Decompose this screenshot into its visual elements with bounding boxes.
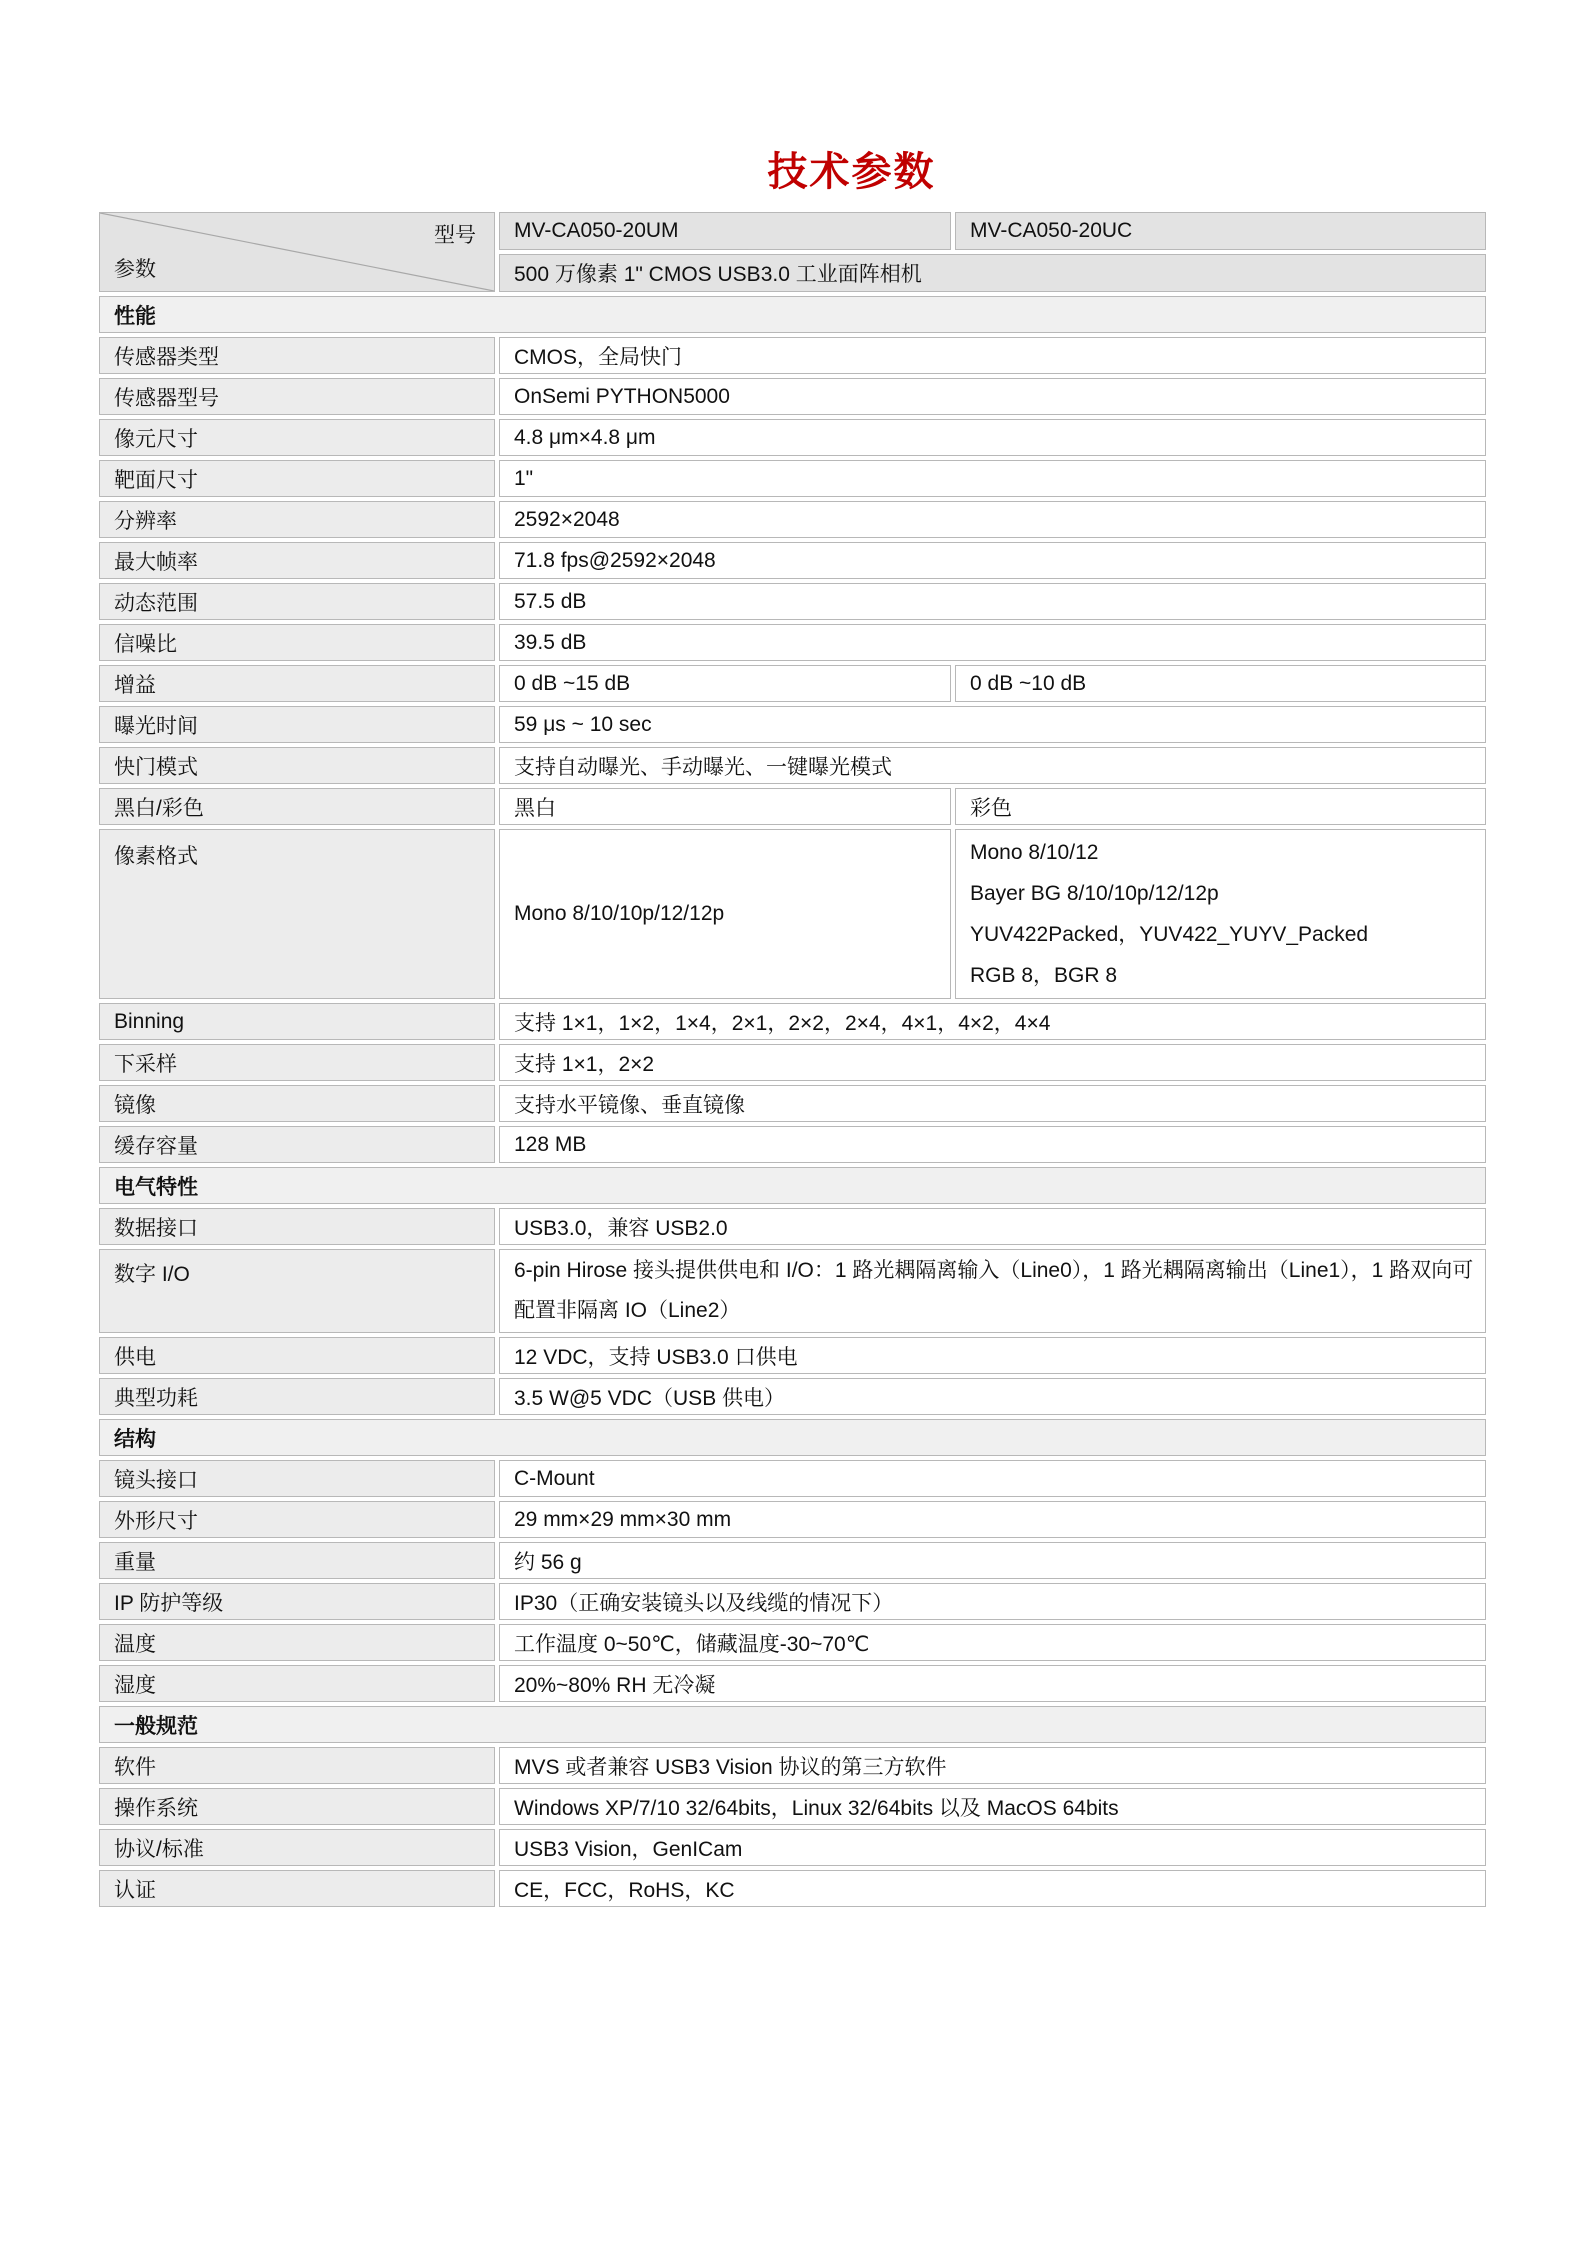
param-label-cell: 重量	[99, 1542, 495, 1579]
param-label-cell: 缓存容量	[99, 1126, 495, 1163]
param-label-cell: 温度	[99, 1624, 495, 1661]
param-value-color-cell	[955, 829, 1486, 999]
param-value-cell: 20%~80% RH 无冷凝	[499, 1665, 1486, 1702]
corner-cell	[99, 212, 495, 292]
param-label-cell: 湿度	[99, 1665, 495, 1702]
section-row	[99, 296, 1486, 333]
spec-row	[99, 1501, 1486, 1538]
spec-row	[99, 1208, 1486, 1245]
param-label-cell: 传感器型号	[99, 378, 495, 415]
param-value-cell: 12 VDC，支持 USB3.0 口供电	[499, 1337, 1486, 1374]
spec-table	[95, 208, 1490, 1911]
pixel-format-line: YUV422Packed，YUV422_YUYV_Packed	[970, 923, 1369, 946]
param-value-cell: USB3.0，兼容 USB2.0	[499, 1208, 1486, 1245]
param-value-color-cell: 彩色	[955, 788, 1486, 825]
spec-row	[99, 1624, 1486, 1661]
param-value-cell: 128 MB	[499, 1126, 1486, 1163]
param-value-mono-cell: Mono 8/10/10p/12/12p	[499, 829, 951, 999]
pixel-format-line: RGB 8，BGR 8	[970, 964, 1118, 987]
spec-row	[99, 1337, 1486, 1374]
param-label-cell: IP 防护等级	[99, 1583, 495, 1620]
param-value-cell: 1"	[499, 460, 1486, 497]
param-label-cell: 认证	[99, 1870, 495, 1907]
spec-row	[99, 706, 1486, 743]
spec-row	[99, 1085, 1486, 1122]
param-value-cell: 39.5 dB	[499, 624, 1486, 661]
param-value-cell: 支持 1×1，2×2	[499, 1044, 1486, 1081]
param-value-cell: Windows XP/7/10 32/64bits，Linux 32/64bits 以及 MacOS 64bits	[499, 1788, 1486, 1825]
spec-row	[99, 419, 1486, 456]
param-label-cell: 传感器类型	[99, 337, 495, 374]
param-value-cell: 支持水平镜像、垂直镜像	[499, 1085, 1486, 1122]
param-label-cell: Binning	[99, 1003, 495, 1040]
param-value-cell: CMOS，全局快门	[499, 337, 1486, 374]
param-label-cell: 最大帧率	[99, 542, 495, 579]
param-label-cell: 靶面尺寸	[99, 460, 495, 497]
param-label-cell: 数据接口	[99, 1208, 495, 1245]
param-value-cell: 2592×2048	[499, 501, 1486, 538]
spec-row	[99, 542, 1486, 579]
param-value-cell: CE，FCC，RoHS，KC	[499, 1870, 1486, 1907]
param-value-color-cell: 0 dB ~10 dB	[955, 665, 1486, 702]
param-value-cell: 29 mm×29 mm×30 mm	[499, 1501, 1486, 1538]
param-value-cell: MVS 或者兼容 USB3 Vision 协议的第三方软件	[499, 1747, 1486, 1784]
param-label-cell: 快门模式	[99, 747, 495, 784]
pixel-format-line: Bayer BG 8/10/10p/12/12p	[970, 882, 1219, 905]
section-row	[99, 1419, 1486, 1456]
param-value-mono-cell: 黑白	[499, 788, 951, 825]
param-value-cell: 71.8 fps@2592×2048	[499, 542, 1486, 579]
param-label-cell: 分辨率	[99, 501, 495, 538]
spec-row	[99, 1829, 1486, 1866]
model-mono-cell: MV-CA050-20UM	[499, 212, 951, 250]
param-value-cell: USB3 Vision，GenICam	[499, 1829, 1486, 1866]
corner-top-label: 型号	[434, 224, 476, 247]
param-label-cell: 像元尺寸	[99, 419, 495, 456]
section-title-cell: 性能	[99, 296, 1486, 333]
spec-row	[99, 747, 1486, 784]
spec-row	[99, 624, 1486, 661]
section-title-cell: 一般规范	[99, 1706, 1486, 1743]
pixel-format-line: Mono 8/10/12	[970, 841, 1099, 864]
section-row	[99, 1167, 1486, 1204]
param-value-mono-cell: 0 dB ~15 dB	[499, 665, 951, 702]
param-label-cell: 协议/标准	[99, 1829, 495, 1866]
param-label-cell: 镜像	[99, 1085, 495, 1122]
spec-row	[99, 829, 1486, 999]
param-value-cell: 支持自动曝光、手动曝光、一键曝光模式	[499, 747, 1486, 784]
param-value-cell: 支持 1×1，1×2，1×4，2×1，2×2，2×4，4×1，4×2，4×4	[499, 1003, 1486, 1040]
param-value-cell: 3.5 W@5 VDC（USB 供电）	[499, 1378, 1486, 1415]
spec-row	[99, 1249, 1486, 1333]
param-label-cell: 操作系统	[99, 1788, 495, 1825]
spec-row	[99, 1126, 1486, 1163]
param-value-cell: 4.8 μm×4.8 μm	[499, 419, 1486, 456]
section-title-cell: 结构	[99, 1419, 1486, 1456]
param-value-cell: OnSemi PYTHON5000	[499, 378, 1486, 415]
spec-row	[99, 1747, 1486, 1784]
spec-row	[99, 501, 1486, 538]
spec-row	[99, 1003, 1486, 1040]
param-label-cell: 增益	[99, 665, 495, 702]
spec-row	[99, 788, 1486, 825]
param-value-cell: 约 56 g	[499, 1542, 1486, 1579]
spec-row	[99, 583, 1486, 620]
header-row-models	[99, 212, 1486, 250]
spec-row	[99, 1665, 1486, 1702]
camera-description-cell: 500 万像素 1" CMOS USB3.0 工业面阵相机	[499, 254, 1486, 292]
spec-row	[99, 460, 1486, 497]
section-row	[99, 1706, 1486, 1743]
spec-row	[99, 1583, 1486, 1620]
param-label-cell: 典型功耗	[99, 1378, 495, 1415]
model-color-cell: MV-CA050-20UC	[955, 212, 1486, 250]
spec-table-body	[99, 212, 1486, 1907]
param-label-cell: 曝光时间	[99, 706, 495, 743]
param-label-cell: 供电	[99, 1337, 495, 1374]
spec-row	[99, 1460, 1486, 1497]
corner-bottom-label: 参数	[114, 258, 156, 281]
param-label-cell: 动态范围	[99, 583, 495, 620]
param-value-cell: 工作温度 0~50℃，储藏温度-30~70℃	[499, 1624, 1486, 1661]
param-value-cell: 57.5 dB	[499, 583, 1486, 620]
section-title-cell: 电气特性	[99, 1167, 1486, 1204]
spec-row	[99, 1870, 1486, 1907]
param-label-cell: 信噪比	[99, 624, 495, 661]
param-value-cell: 6-pin Hirose 接头提供供电和 I/O：1 路光耦隔离输入（Line0），1 路光耦隔离输出（Line1），1 路双向可配置非隔离 IO（Line2）	[499, 1249, 1486, 1333]
param-label-cell: 外形尺寸	[99, 1501, 495, 1538]
page-title: 技术参数	[767, 150, 936, 194]
param-label-cell: 镜头接口	[99, 1460, 495, 1497]
param-label-cell: 像素格式	[99, 829, 495, 999]
param-label-cell: 数字 I/O	[99, 1249, 495, 1333]
param-label-cell: 黑白/彩色	[99, 788, 495, 825]
param-label-cell: 软件	[99, 1747, 495, 1784]
spec-row	[99, 1788, 1486, 1825]
spec-row	[99, 337, 1486, 374]
param-value-cell: 59 μs ~ 10 sec	[499, 706, 1486, 743]
param-label-cell: 下采样	[99, 1044, 495, 1081]
spec-row	[99, 1542, 1486, 1579]
param-value-cell: IP30（正确安装镜头以及线缆的情况下）	[499, 1583, 1486, 1620]
spec-row	[99, 378, 1486, 415]
spec-row	[99, 1044, 1486, 1081]
spec-row	[99, 665, 1486, 702]
param-value-cell: C-Mount	[499, 1460, 1486, 1497]
spec-row	[99, 1378, 1486, 1415]
